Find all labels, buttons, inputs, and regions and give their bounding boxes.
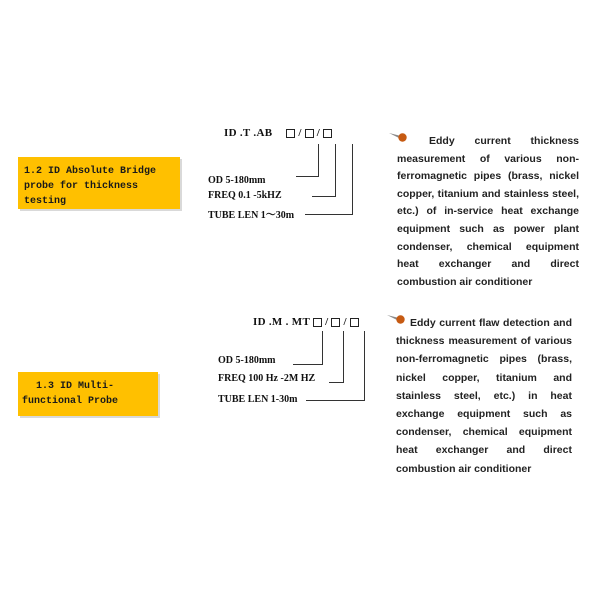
connector-line [293, 364, 323, 365]
spec-freq: FREQ 0.1 -5kHZ [208, 190, 282, 201]
code-slot [323, 129, 332, 138]
spec-od: OD 5-180mm [208, 175, 266, 186]
code-slot [305, 129, 314, 138]
connector-line [305, 214, 353, 215]
code-slot [350, 318, 359, 327]
connector-line [352, 144, 353, 215]
connector-line [329, 382, 344, 383]
label-line: 1.2 ID Absolute Bridge [24, 166, 157, 177]
code-slot [313, 318, 322, 327]
connector-line [318, 144, 319, 176]
model-code: ID .M . MT / / [253, 316, 362, 328]
model-code: ID .T .AB / / [224, 127, 335, 139]
description: Eddy current thickness measurement of various non-ferromagnetic pipes (brass, nickel copper, titanium and stainless steel, etc.) of in-service heat exchange equipment such as power plant condenser, chemical equipment heat exchanger and direct combustion air conditioner [397, 135, 579, 288]
connector-line [312, 196, 336, 197]
connector-line [296, 176, 319, 177]
connector-line [364, 331, 365, 401]
spec-od: OD 5-180mm [218, 355, 276, 366]
label-line: 1.3 ID Multi- [36, 381, 115, 392]
model-prefix: ID .M . MT [253, 316, 311, 328]
connector-line [306, 400, 365, 401]
connector-line [335, 144, 336, 196]
spec-freq: FREQ 100 Hz -2M HZ [218, 373, 316, 384]
section-label-multi-functional [18, 372, 158, 416]
label-line: probe for thickness [24, 181, 139, 192]
label-line: functional Probe [22, 396, 119, 407]
description: Eddy current flaw detection and thickness measurement of various non-ferromagnetic pipes (brass, nickel copper, titanium and stainless steel, etc.) in heat exchange equipment such as condenser, chemical equipment heat exchanger and direct combustion air conditioner [396, 317, 572, 475]
spec-tube-len: TUBE LEN 1-30m [218, 394, 298, 405]
section-label-absolute-bridge [18, 157, 180, 209]
spec-tube-len: TUBE LEN 1～30m [208, 210, 295, 221]
connector-line [322, 331, 323, 365]
connector-line [343, 331, 344, 383]
label-line: testing [24, 196, 67, 207]
code-slot [286, 129, 295, 138]
model-prefix: ID .T .AB [224, 127, 273, 139]
code-slot [331, 318, 340, 327]
